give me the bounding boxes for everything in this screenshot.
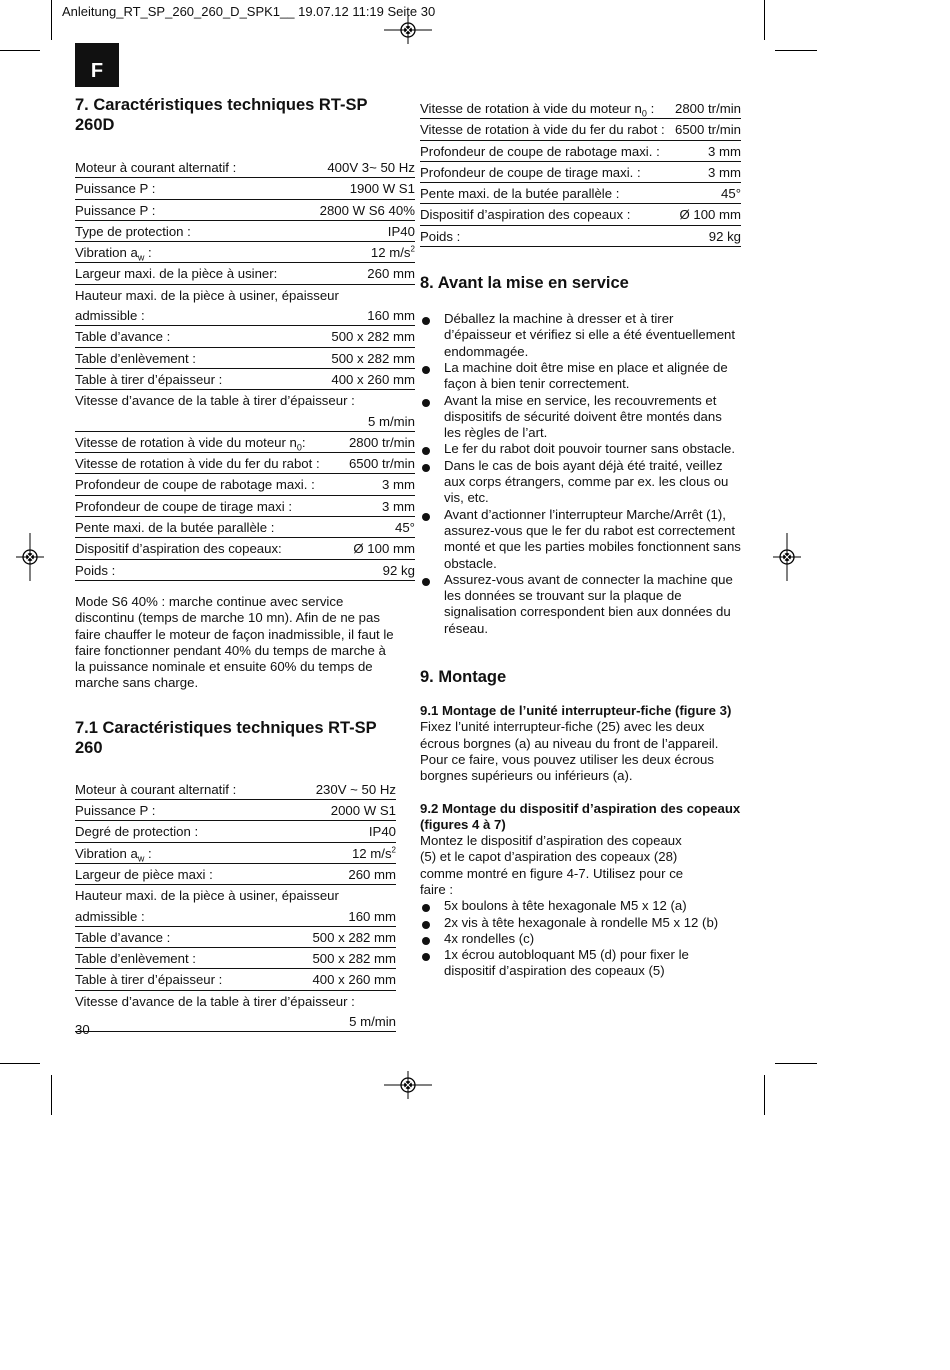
spec-table-260-continued	[420, 98, 741, 247]
spec-value: 400 x 260 mm	[312, 972, 396, 988]
spec-value: 500 x 282 mm	[312, 951, 396, 967]
section-8-list	[420, 311, 741, 637]
spec-table-260d	[75, 157, 415, 581]
list-item: 5x boulons à tête hexagonale M5 x 12 (a)	[420, 898, 741, 914]
crop-mark	[51, 0, 52, 40]
registration-mark-icon	[16, 533, 44, 581]
spec-row	[75, 242, 415, 263]
spec-label: Vitesse de rotation à vide du fer du rabot :	[420, 122, 665, 138]
list-item: 4x rondelles (c)	[420, 931, 741, 947]
spec-label: Vitesse de rotation à vide du moteur $n_0$:	[75, 434, 306, 453]
spec-row	[75, 948, 396, 969]
spec-label: Puissance P :	[75, 202, 156, 218]
spec-label: Pente maxi. de la butée parallèle :	[420, 186, 620, 202]
spec-row	[75, 538, 415, 559]
section-91-title: 9.1 Montage de l’unité interrupteur-fiche (figure 3)	[420, 703, 732, 719]
spec-value: 12 $m/s^2$	[351, 845, 396, 861]
spec-row	[75, 390, 415, 411]
spec-row	[75, 863, 396, 884]
spec-row	[75, 157, 415, 178]
spec-value: 1900 W S1	[349, 181, 415, 197]
spec-label: Table d’enlèvement :	[75, 350, 196, 366]
list-item: Assurez-vous avant de connecter la machine que les données se trouvant sur la plaque de signalisation correspondent bien aux données du réseau.	[420, 572, 741, 637]
spec-value: Ø 100 mm	[353, 541, 415, 557]
spec-value: 5 m/min	[349, 1013, 396, 1029]
spec-value: 160 mm	[348, 908, 396, 924]
spec-value: 5 m/min	[368, 413, 415, 429]
spec-label: Moteur à courant alternatif :	[75, 160, 237, 175]
crop-mark	[0, 1063, 40, 1064]
spec-label: Degré de protection :	[75, 824, 199, 840]
spec-value: 500 x 282 mm	[312, 929, 396, 945]
spec-value: 6500 tr/min	[675, 122, 741, 138]
spec-row	[75, 885, 396, 906]
spec-row	[75, 906, 396, 927]
spec-row	[420, 140, 741, 161]
spec-label	[75, 411, 320, 432]
spec-label: Table à tirer d’épaisseur :	[75, 371, 223, 387]
spec-label: Puissance P :	[75, 803, 156, 819]
spec-value: 2800 tr/min	[348, 434, 415, 450]
spec-row	[75, 474, 415, 495]
spec-value: 400 x 260 mm	[331, 371, 415, 387]
spec-label: Puissance P :	[75, 181, 156, 197]
spec-label: Vitesse de rotation à vide du fer du rabot :	[75, 456, 320, 472]
spec-row	[420, 98, 741, 119]
spec-value: 400V 3~ 50 Hz	[327, 160, 415, 175]
spec-value: 92 kg	[708, 228, 741, 244]
spec-row	[420, 183, 741, 204]
spec-label: Hauteur maxi. de la pièce à usiner, épaisseur	[75, 888, 339, 904]
spec-label: Vitesse d’avance de la table à tirer d’épaisseur :	[75, 993, 355, 1009]
spec-label: Hauteur maxi. de la pièce à usiner, épaisseur	[75, 287, 339, 303]
spec-value: 3 mm	[708, 164, 741, 180]
spec-value: 45°	[721, 186, 741, 202]
spec-table-260	[75, 779, 396, 1033]
spec-label: Pente maxi. de la butée parallèle :	[75, 520, 275, 536]
spec-value: 3 mm	[381, 498, 415, 514]
section-92-list	[420, 898, 741, 979]
spec-label: Vitesse d’avance de la table à tirer d’épaisseur :	[75, 393, 355, 409]
spec-row	[75, 347, 415, 368]
spec-row	[75, 368, 415, 389]
crop-mark	[775, 1063, 817, 1064]
spec-label: Type de protection :	[75, 223, 191, 239]
spec-row	[75, 305, 415, 326]
spec-label: Poids :	[420, 228, 461, 244]
list-item: Avant d’actionner l’interrupteur Marche/Arrêt (1), assurez-vous que le fer du rabot est correctement monté et que les parties mobiles fonctionnent sans obstacle.	[420, 507, 741, 572]
registration-mark-icon	[384, 1071, 432, 1099]
spec-value: 2800 W S6 40%	[319, 202, 415, 218]
spec-row	[75, 411, 415, 432]
section-91-text: Fixez l’unité interrupteur-fiche (25) avec les deux écrous borgnes (a) au niveau du front de l’appareil. Pour ce faire, vous pouvez utiliser les deux écrous borgnes supérieurs ou inférieurs (a).	[420, 719, 719, 784]
spec-value: 92 kg	[382, 562, 415, 578]
spec-label: Profondeur de coupe de tirage maxi. :	[420, 164, 641, 180]
print-header: Anleitung_RT_SP_260_260_D_SPK1__ 19.07.12 11:19 Seite 30	[62, 4, 436, 19]
spec-value: IP40	[387, 223, 415, 239]
spec-label: Profondeur de coupe de rabotage maxi. :	[420, 143, 660, 159]
spec-value: 500 x 282 mm	[331, 350, 415, 366]
spec-label: Table d’avance :	[75, 929, 171, 945]
spec-value: 6500 tr/min	[348, 456, 415, 472]
spec-label: Profondeur de coupe de rabotage maxi. :	[75, 477, 315, 493]
spec-row	[420, 204, 741, 225]
spec-label: Dispositif d’aspiration des copeaux :	[420, 207, 631, 223]
list-item: 1x écrou autobloquant M5 (d) pour fixer le dispositif d’aspiration des copeaux (5)	[420, 947, 741, 980]
list-item: Déballez la machine à dresser et à tirer d’épaisseur et vérifiez si elle a été éventuellement endommagée.	[420, 311, 741, 360]
spec-label: Poids :	[75, 562, 116, 578]
section-8-title: 8. Avant la mise en service	[420, 274, 629, 293]
list-item: Avant la mise en service, les recouvrements et dispositifs de sécurité doivent être montés dans les règles de l’art.	[420, 393, 741, 442]
spec-row	[75, 1011, 396, 1032]
section-92-text: Montez le dispositif d’aspiration des copeaux (5) et le capot d’aspiration des copeaux (28) comme montré en figure 4-7. Utilisez pour ce faire :	[420, 833, 684, 897]
list-item: Le fer du rabot doit pouvoir tourner sans obstacle.	[420, 441, 741, 457]
spec-row	[75, 821, 396, 842]
spec-row	[75, 178, 415, 199]
spec-row	[75, 284, 415, 305]
spec-row	[420, 225, 741, 246]
spec-value: 2000 W S1	[330, 803, 396, 819]
spec-label	[75, 1011, 286, 1032]
section-9-title: 9. Montage	[420, 668, 507, 687]
spec-value: 260 mm	[367, 266, 415, 282]
section-7-title: 7. Caractéristiques techniques RT-SP 260D	[75, 96, 368, 134]
spec-row	[75, 199, 415, 220]
section-71-title: 7.1 Caractéristiques techniques RT-SP 260	[75, 718, 377, 757]
list-item: 2x vis à tête hexagonale à rondelle M5 x 12 (b)	[420, 915, 741, 931]
section-92-title: 9.2 Montage du dispositif d’aspiration des copeaux (figures 4 à 7)	[420, 800, 741, 832]
spec-label: Moteur à courant alternatif :	[75, 781, 237, 797]
spec-row	[75, 495, 415, 516]
spec-row	[75, 969, 396, 990]
spec-row	[75, 431, 415, 452]
spec-row	[75, 800, 396, 821]
spec-row	[75, 926, 396, 947]
spec-label: Vibration $a_w$ :	[75, 845, 152, 864]
spec-label: admissible :	[75, 308, 145, 324]
spec-row	[75, 779, 396, 800]
spec-row	[420, 119, 741, 140]
spec-label: Largeur de pièce maxi :	[75, 866, 213, 882]
spec-value: 45°	[394, 520, 415, 536]
spec-label: Table d’avance :	[75, 329, 171, 345]
spec-label: Profondeur de coupe de tirage maxi :	[75, 498, 292, 514]
crop-mark	[764, 1075, 765, 1115]
right-column	[420, 98, 741, 980]
spec-value: 260 mm	[348, 866, 396, 882]
s6-mode-note: Mode S6 40% : marche continue avec service discontinu (temps de marche 10 mn). Afin de ne pas faire chauffer le moteur de façon inadmissible, il faut le faire fonctionner pendant 40% du temps de marche à la puissance nominale et ensuite 60% du temps de marche sans charge.	[75, 593, 394, 691]
spec-value: 230V ~ 50 Hz	[315, 781, 396, 797]
left-column	[75, 92, 415, 1032]
spec-label: Table d’enlèvement :	[75, 951, 196, 967]
spec-row	[75, 559, 415, 580]
list-item: Dans le cas de bois ayant déjà été traité, veillez aux corps étrangers, comme par ex. les clous ou vis, etc.	[420, 458, 741, 507]
crop-mark	[51, 1075, 52, 1115]
spec-row	[420, 161, 741, 182]
spec-value: 3 mm	[708, 143, 741, 159]
crop-mark	[0, 50, 40, 51]
spec-value: 3 mm	[381, 477, 415, 493]
list-item: La machine doit être mise en place et alignée de façon à bien tenir correctement.	[420, 360, 741, 393]
spec-label: Vibration $a_w$ :	[75, 245, 152, 263]
spec-row	[75, 263, 415, 284]
spec-row	[75, 990, 396, 1011]
spec-label: Largeur maxi. de la pièce à usiner:	[75, 266, 278, 282]
spec-row	[75, 220, 415, 241]
spec-value: Ø 100 mm	[679, 207, 741, 223]
spec-label: Table à tirer d’épaisseur :	[75, 972, 223, 988]
spec-row	[75, 517, 415, 538]
spec-value: IP40	[368, 824, 396, 840]
spec-row	[75, 842, 396, 863]
spec-value: 2800 tr/min	[675, 101, 741, 116]
spec-label: Vitesse de rotation à vide du moteur $n_0$ :	[420, 101, 655, 119]
registration-mark-icon	[773, 533, 801, 581]
spec-value: 500 x 282 mm	[331, 329, 415, 345]
spec-row	[75, 453, 415, 474]
registration-mark-icon	[384, 16, 432, 44]
language-badge: F	[75, 43, 119, 87]
crop-mark	[775, 50, 817, 51]
spec-label: admissible :	[75, 908, 145, 924]
page-number: 30	[75, 1022, 90, 1037]
spec-row	[75, 326, 415, 347]
spec-value: 160 mm	[367, 308, 415, 324]
spec-value: 12 $m/s^2$	[370, 244, 415, 261]
spec-label: Dispositif d’aspiration des copeaux:	[75, 541, 282, 557]
crop-mark	[764, 0, 765, 40]
